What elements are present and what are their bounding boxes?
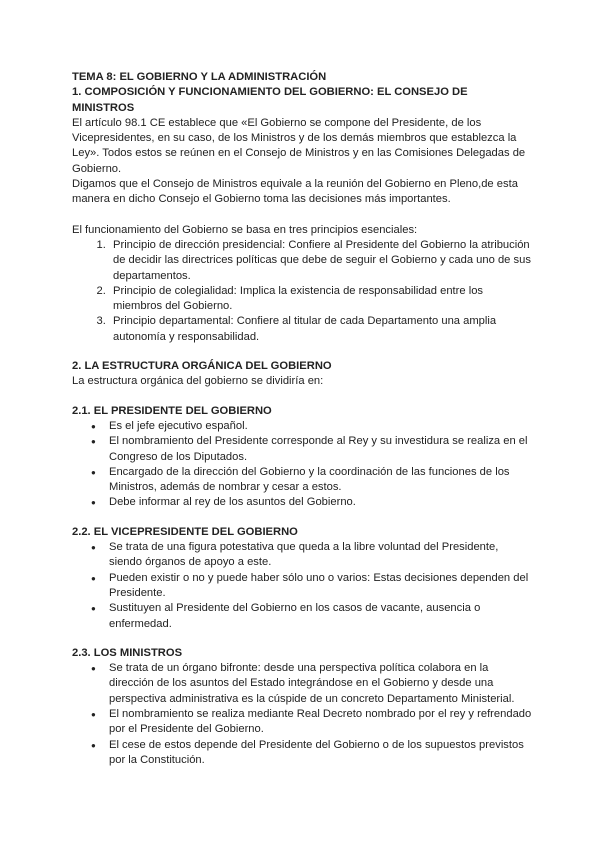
list-item: ● Sustituyen al Presidente del Gobierno en los casos de vacante, ausencia o enfermedad.	[109, 601, 532, 632]
paragraph-funcionamiento: El funcionamiento del Gobierno se basa en tres principios esenciales:	[72, 223, 418, 236]
paragraph-articulo: El artículo 98.1 CE establece que «El Gobierno se compone del Presidente, de los Vicepresidentes, en su caso, de los Ministros y de los demás miembros que establezca la Ley». Todos estos se reúnen en el Consejo de Ministros y en las Comisiones Delegadas de Gobierno.	[72, 116, 526, 175]
ministros-list	[72, 661, 532, 768]
section-2-heading: 2. LA ESTRUCTURA ORGÁNICA DEL GOBIERNO	[72, 360, 332, 373]
vicepresidente-list	[72, 540, 532, 632]
list-item: ● Debe informar al rey de los asuntos del Gobierno.	[109, 495, 532, 510]
list-item: ● El cese de estos depende del Presidente del Gobierno o de los supuestos previstos por la Constitución.	[109, 738, 532, 769]
list-item: ● Se trata de una figura potestativa que queda a la libre voluntad del Presidente, siendo órganos de apoyo a este.	[109, 540, 532, 571]
section-1-heading: 1. COMPOSICIÓN Y FUNCIONAMIENTO DEL GOBIERNO: EL CONSEJO DE MINISTROS	[72, 86, 468, 114]
spacer	[72, 208, 532, 223]
presidente-list	[72, 419, 532, 511]
list-item: ● El nombramiento del Presidente corresponde al Rey y su investidura se realiza en el Congreso de los Diputados.	[109, 434, 532, 465]
paragraph-consejo: Digamos que el Consejo de Ministros equivale a la reunión del Gobierno en Pleno,de esta manera en dicho Consejo el Gobierno toma las decisiones más importantes.	[72, 178, 518, 206]
section-2-2-heading: 2.2. EL VICEPRESIDENTE DEL GOBIERNO	[72, 525, 298, 538]
section-2-3-heading: 2.3. LOS MINISTROS	[72, 646, 183, 659]
list-item: 2. Principio de colegialidad: Implica la existencia de responsabilidad entre los miembros del Gobierno.	[109, 284, 532, 315]
list-item: ● Encargado de la dirección del Gobierno y la coordinación de las funciones de los Ministros, además de nombrar y cesar a estos.	[109, 465, 532, 496]
list-item: ● Se trata de un órgano bifronte: desde una perspectiva política colabora en la dirección de los asuntos del Estado integrándose en el Gobierno y desde una perspectiva administrativa es la cúspide de un concreto Departamento Ministerial.	[109, 661, 532, 707]
list-item: 1. Principio de dirección presidencial: Confiere al Presidente del Gobierno la atribución de decidir las directrices políticas que debe de seguir el Gobierno y cada uno de sus departamentos.	[109, 238, 532, 284]
list-item: ● Pueden existir o no y puede haber sólo uno o varios: Estas decisiones dependen del Presidente.	[109, 571, 532, 602]
list-item: ● Es el jefe ejecutivo español.	[109, 419, 532, 434]
list-item: ● El nombramiento se realiza mediante Real Decreto nombrado por el rey y refrendado por el Presidente del Gobierno.	[109, 707, 532, 738]
document-page	[72, 70, 532, 768]
paragraph-estructura: La estructura orgánica del gobierno se dividiría en:	[72, 375, 324, 388]
list-item: 3. Principio departamental: Confiere al titular de cada Departamento una amplia autonomía y responsabilidad.	[109, 314, 532, 345]
document-title: TEMA 8: EL GOBIERNO Y LA ADMINISTRACIÓN	[72, 71, 327, 83]
principles-list	[72, 238, 532, 345]
section-2-1-heading: 2.1. EL PRESIDENTE DEL GOBIERNO	[72, 404, 272, 417]
